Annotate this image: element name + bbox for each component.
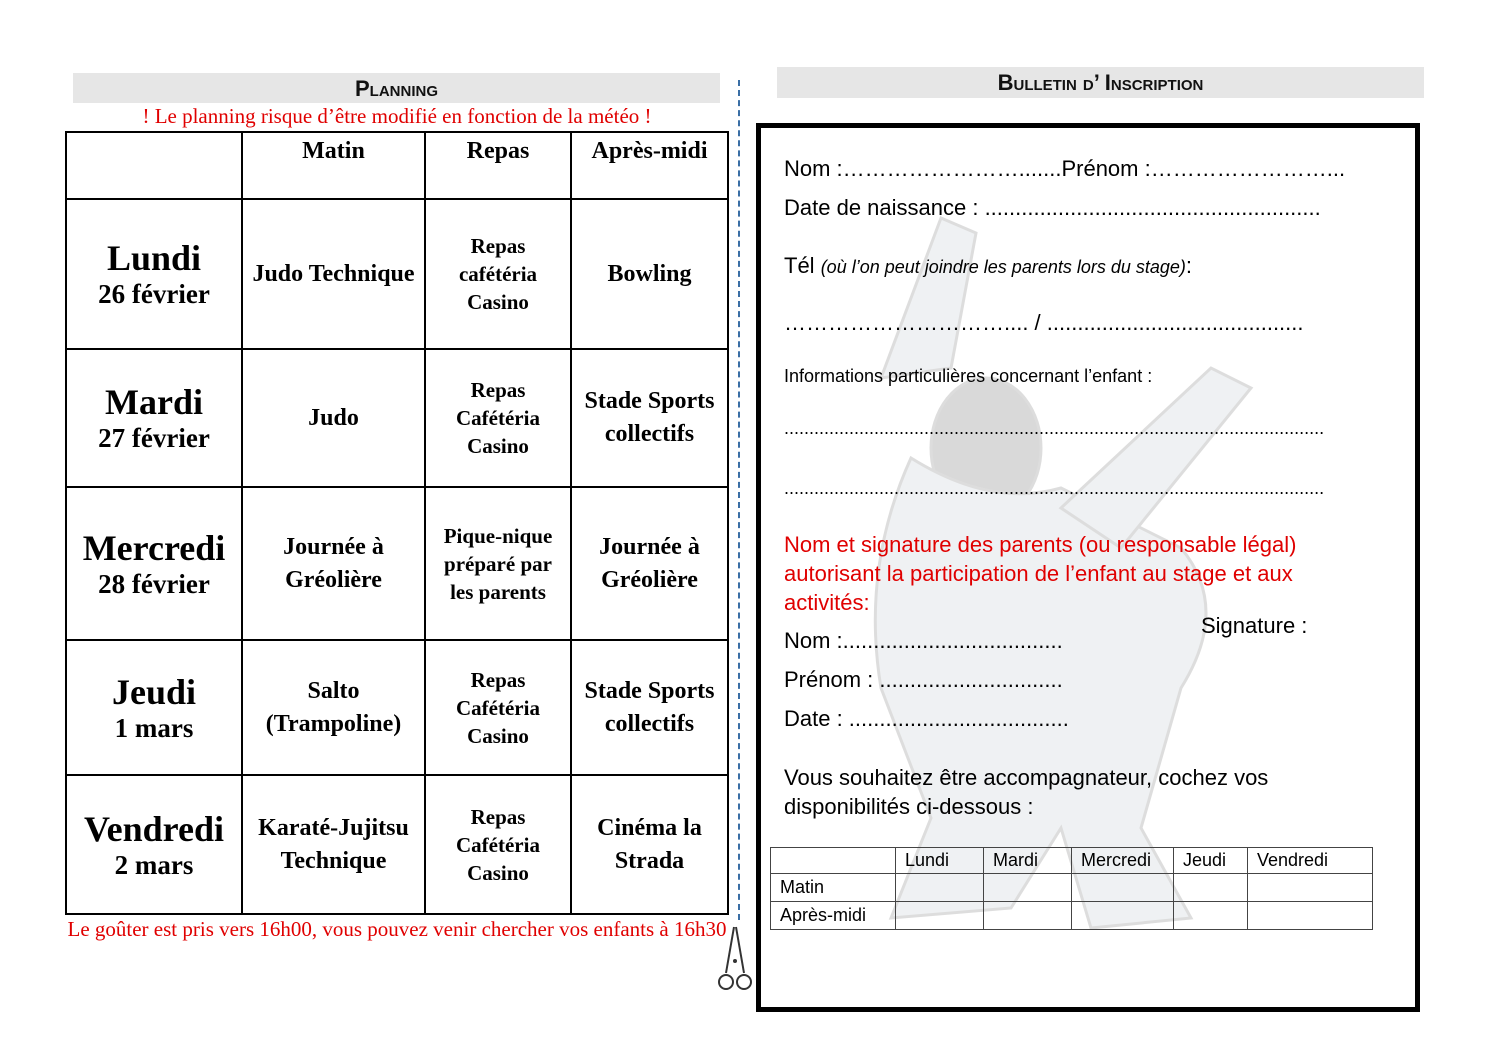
parent-nom-field[interactable]: Nom :.................................... xyxy=(784,628,1063,653)
day-name: Lundi xyxy=(106,238,202,278)
day-name: Jeudi xyxy=(111,671,197,712)
apres-midi-cell: Cinéma la Strada xyxy=(571,775,728,914)
dispo-checkbox-cell[interactable] xyxy=(984,902,1072,930)
repas-cell: Repas Cafétéria Casino xyxy=(425,349,571,487)
planning-header-row xyxy=(66,132,728,199)
day-name: Vendredi xyxy=(83,808,225,849)
planning-row-vendredi xyxy=(66,775,728,914)
infos-field-1[interactable]: ............................................................................................................ xyxy=(784,418,1325,438)
dispo-checkbox-cell[interactable] xyxy=(1072,902,1174,930)
date-naissance-field[interactable]: Date de naissance : ....................................................... xyxy=(784,195,1321,220)
repas-cell: Pique-nique préparé par les parents xyxy=(425,487,571,640)
parent-prenom-field[interactable]: Prénom : .............................. xyxy=(784,667,1063,692)
dispo-checkbox-cell[interactable] xyxy=(1174,874,1248,902)
dispo-checkbox-cell[interactable] xyxy=(1248,874,1373,902)
dispo-checkbox-cell[interactable] xyxy=(984,874,1072,902)
day-name: Mardi xyxy=(105,382,203,422)
dispo-row-apres-midi xyxy=(771,902,1373,930)
matin-cell: Journée à Gréolière xyxy=(242,487,425,640)
dispo-row-matin xyxy=(771,874,1373,902)
dispo-day: Mardi xyxy=(984,848,1072,874)
tel-colon: : xyxy=(1185,253,1193,278)
parents-authorisation-text: Nom et signature des parents (ou responsable légal) autorisant la participation de l’enfant au stage et aux activités: xyxy=(784,532,1297,615)
tel-field[interactable]: ………………………….... / .......................................... xyxy=(784,310,1304,335)
header-matin: Matin xyxy=(242,132,425,199)
scissors-icon xyxy=(717,925,753,995)
matin-cell: Salto (Trampoline) xyxy=(242,640,425,775)
day-cell xyxy=(66,349,242,487)
enfant-nom-prenom-field[interactable]: Nom :…………………….......Prénom :……………………... xyxy=(784,156,1346,181)
planning-row-mardi xyxy=(66,349,728,487)
matin-cell: Karaté-Jujitsu Technique xyxy=(242,775,425,914)
tel-label-text: Tél xyxy=(784,253,815,278)
dispo-header-row xyxy=(771,848,1373,874)
dispo-checkbox-cell[interactable] xyxy=(1174,902,1248,930)
bulletin-title: Bulletin d’ Inscription xyxy=(777,67,1424,98)
day-date: 27 février xyxy=(98,423,210,453)
dispo-day: Lundi xyxy=(896,848,984,874)
meteo-warning: ! Le planning risque d’être modifié en fonction de la météo ! xyxy=(142,104,652,128)
planning-row-jeudi xyxy=(66,640,728,775)
dispo-checkbox-cell[interactable] xyxy=(1248,902,1373,930)
gouter-note: Le goûter est pris vers 16h00, vous pouvez venir chercher vos enfants à 16h30 xyxy=(67,917,727,941)
day-date: 1 mars xyxy=(114,712,194,743)
matin-cell: Judo Technique xyxy=(242,199,425,349)
dispo-row-label: Après-midi xyxy=(771,902,896,930)
dispo-checkbox-cell[interactable] xyxy=(1072,874,1174,902)
day-date: 2 mars xyxy=(114,849,194,880)
signature-label: Signature : xyxy=(1201,613,1308,638)
dispo-day: Jeudi xyxy=(1174,848,1248,874)
disponibilites-table xyxy=(770,847,1373,930)
dispo-checkbox-cell[interactable] xyxy=(896,902,984,930)
day-date: 26 février xyxy=(98,279,210,309)
header-repas: Repas xyxy=(425,132,571,199)
matin-cell: Judo xyxy=(242,349,425,487)
tel-note: (où l’on peut joindre les parents lors du stage) xyxy=(820,257,1186,277)
dispo-corner xyxy=(771,848,896,874)
infos-field-2[interactable]: ............................................................................................................ xyxy=(784,478,1325,498)
dispo-row-label: Matin xyxy=(771,874,896,902)
day-cell xyxy=(66,487,242,640)
planning-title: Planning xyxy=(73,73,720,103)
parent-date-field[interactable]: Date : .................................... xyxy=(784,706,1069,731)
dispo-day: Vendredi xyxy=(1248,848,1373,874)
planning-row-mercredi xyxy=(66,487,728,640)
planning-row-lundi xyxy=(66,199,728,349)
infos-label: Informations particulières concernant l’enfant : xyxy=(784,366,1153,386)
day-cell xyxy=(66,640,242,775)
apres-midi-cell: Stade Sports collectifs xyxy=(571,349,728,487)
header-apres-midi: Après-midi xyxy=(571,132,728,199)
dispo-checkbox-cell[interactable] xyxy=(896,874,984,902)
planning-table xyxy=(65,131,729,915)
dispo-day: Mercredi xyxy=(1072,848,1174,874)
accompagnateur-text: Vous souhaitez être accompagnateur, cochez vos disponibilités ci-dessous : xyxy=(784,765,1269,819)
repas-cell: Repas Cafétéria Casino xyxy=(425,775,571,914)
tel-label xyxy=(784,253,1192,279)
inscription-form xyxy=(756,123,1420,1012)
day-date: 28 février xyxy=(98,568,210,599)
cut-line xyxy=(738,80,740,920)
header-empty xyxy=(66,132,242,199)
repas-cell: Repas Cafétéria Casino xyxy=(425,640,571,775)
repas-cell: Repas cafétéria Casino xyxy=(425,199,571,349)
apres-midi-cell: Journée à Gréolière xyxy=(571,487,728,640)
day-cell xyxy=(66,199,242,349)
apres-midi-cell: Bowling xyxy=(571,199,728,349)
day-name: Mercredi xyxy=(82,527,226,568)
day-cell xyxy=(66,775,242,914)
apres-midi-cell: Stade Sports collectifs xyxy=(571,640,728,775)
